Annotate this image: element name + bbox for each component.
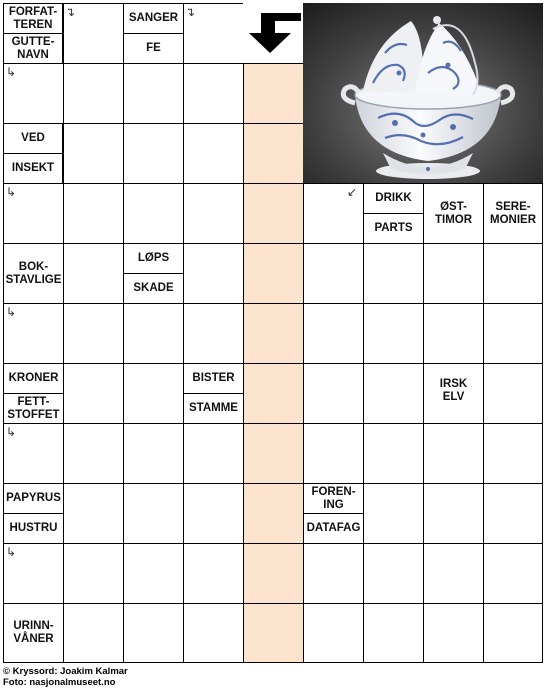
answer-cell[interactable]	[63, 243, 124, 304]
answer-cell[interactable]	[183, 603, 244, 663]
clue-fettstoffet: FETT- STOFFET	[3, 393, 64, 424]
answer-cell[interactable]	[123, 363, 184, 424]
answer-cell[interactable]	[183, 423, 244, 484]
answer-cell[interactable]	[63, 303, 124, 364]
answer-cell[interactable]	[183, 183, 244, 244]
answer-cell[interactable]	[363, 543, 424, 604]
clue-lops: LØPS	[123, 243, 184, 274]
arrow-down-right-icon: ↳	[6, 185, 17, 199]
clue-ost-timor: ØST- TIMOR	[423, 183, 484, 244]
solution-cell[interactable]	[243, 123, 304, 184]
answer-cell[interactable]	[363, 363, 424, 424]
solution-cell[interactable]	[243, 543, 304, 604]
answer-cell[interactable]	[483, 423, 543, 484]
clue-seremonier: SERE- MONIER	[483, 183, 543, 244]
clue-urinnvaner: URINN- VÅNER	[3, 603, 64, 663]
clue-skade: SKADE	[123, 273, 184, 304]
clue-ved: VED	[3, 123, 63, 154]
solution-cell[interactable]	[243, 243, 304, 304]
clue-papyrus: PAPYRUS	[3, 483, 64, 514]
clue-forening: FOREN- ING	[303, 483, 364, 514]
answer-cell[interactable]	[303, 603, 364, 663]
answer-cell[interactable]	[183, 303, 244, 364]
answer-cell[interactable]	[63, 483, 124, 544]
answer-cell[interactable]	[63, 123, 124, 184]
puzzle-photo	[303, 3, 543, 183]
down-left-arrow-icon	[243, 3, 303, 63]
answer-cell[interactable]	[63, 63, 124, 124]
clue-datafag: DATAFAG	[303, 513, 364, 544]
answer-cell[interactable]	[183, 543, 244, 604]
clue-fe: FE	[123, 33, 184, 64]
answer-cell[interactable]	[423, 243, 484, 304]
clue-stamme: STAMME	[183, 393, 244, 424]
clue-hustru: HUSTRU	[3, 513, 64, 544]
arrow-left-down-icon: ↙	[347, 185, 358, 199]
clue-bokstavlige: BOK- STAVLIGE	[3, 243, 64, 304]
footer-credits	[3, 667, 128, 688]
answer-cell[interactable]	[483, 303, 543, 364]
clue-guttenavn: GUTTE- NAVN	[3, 33, 63, 64]
answer-cell[interactable]	[483, 243, 543, 304]
answer-cell[interactable]	[63, 423, 124, 484]
answer-cell[interactable]	[363, 483, 424, 544]
answer-cell[interactable]	[363, 423, 424, 484]
answer-cell[interactable]	[63, 363, 124, 424]
clue-parts: PARTS	[363, 213, 424, 244]
answer-cell[interactable]	[123, 63, 184, 124]
clue-sanger: SANGER	[123, 3, 184, 34]
clue-kroner: KRONER	[3, 363, 64, 394]
answer-cell[interactable]	[483, 483, 543, 544]
answer-cell[interactable]	[123, 183, 184, 244]
answer-cell[interactable]	[363, 303, 424, 364]
answer-cell[interactable]	[303, 543, 364, 604]
clue-irsk-elv: IRSK ELV	[423, 363, 484, 424]
copyright-text: © Kryssord: Joakim Kalmar	[3, 666, 128, 677]
answer-cell[interactable]	[483, 363, 543, 424]
answer-cell[interactable]	[63, 543, 124, 604]
answer-cell[interactable]	[363, 603, 424, 663]
answer-cell[interactable]	[423, 483, 484, 544]
answer-cell[interactable]	[63, 183, 124, 244]
arrow-down-right-icon: ↳	[6, 425, 17, 439]
arrow-right-down-icon: ↴	[185, 5, 196, 19]
answer-cell[interactable]	[123, 123, 184, 184]
answer-cell[interactable]	[303, 243, 364, 304]
answer-cell[interactable]	[123, 543, 184, 604]
arrow-down-right-icon: ↳	[6, 305, 17, 319]
answer-cell[interactable]	[483, 543, 543, 604]
photo-credit-text: Foto: nasjonalmuseet.no	[3, 676, 116, 688]
tureen-image	[303, 3, 543, 183]
answer-cell[interactable]	[303, 303, 364, 364]
answer-cell[interactable]	[123, 483, 184, 544]
answer-cell[interactable]	[183, 63, 244, 124]
answer-cell[interactable]	[423, 423, 484, 484]
answer-cell[interactable]	[63, 603, 124, 663]
answer-cell[interactable]	[423, 603, 484, 663]
answer-cell[interactable]	[123, 303, 184, 364]
answer-cell[interactable]	[423, 543, 484, 604]
answer-cell[interactable]	[363, 243, 424, 304]
answer-cell[interactable]	[183, 123, 244, 184]
clue-forfatteren: FORFAT- TEREN	[3, 3, 63, 34]
answer-cell[interactable]	[183, 243, 244, 304]
solution-cell[interactable]	[243, 183, 304, 244]
answer-cell[interactable]	[123, 423, 184, 484]
answer-cell[interactable]	[123, 603, 184, 663]
answer-cell[interactable]	[303, 423, 364, 484]
arrow-right-down-icon: ↴	[65, 5, 76, 19]
answer-cell[interactable]	[303, 363, 364, 424]
solution-cell[interactable]	[243, 63, 304, 124]
clue-insekt: INSEKT	[3, 153, 63, 184]
solution-cell[interactable]	[243, 363, 304, 424]
arrow-down-right-icon: ↳	[6, 545, 17, 559]
solution-cell[interactable]	[243, 423, 304, 484]
clue-bister: BISTER	[183, 363, 244, 394]
answer-cell[interactable]	[423, 303, 484, 364]
solution-cell[interactable]	[243, 483, 304, 544]
answer-cell[interactable]	[183, 483, 244, 544]
arrow-down-right-icon: ↳	[6, 65, 17, 79]
solution-cell[interactable]	[243, 303, 304, 364]
solution-cell[interactable]	[243, 603, 304, 663]
answer-cell[interactable]	[483, 603, 543, 663]
clue-drikk: DRIKK	[363, 183, 424, 214]
start-arrow-area	[243, 3, 303, 63]
